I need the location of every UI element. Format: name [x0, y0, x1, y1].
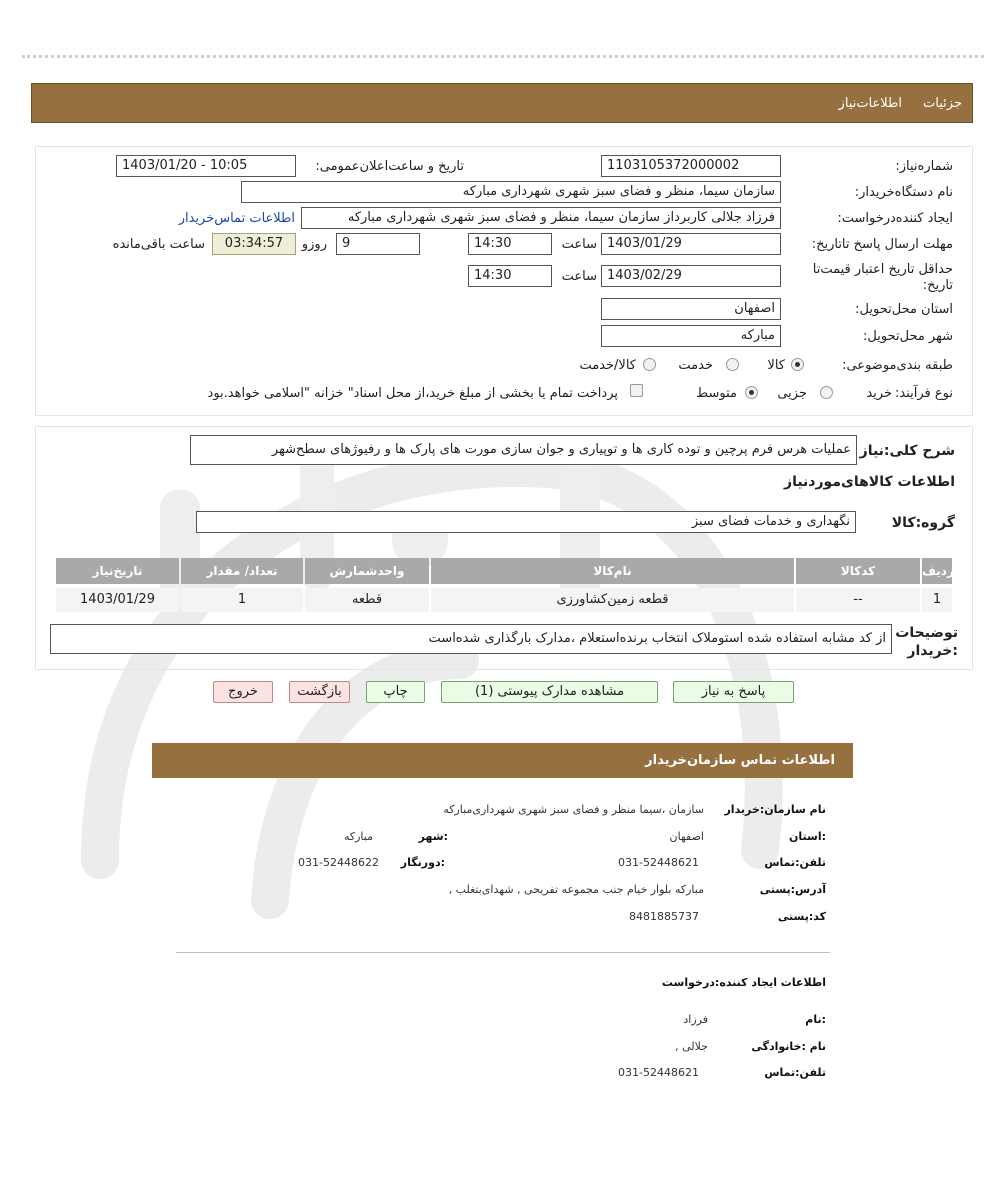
buyer-notes-field: از کد مشابه استفاده شده استو‌ملاک انتخاب برنده‌استعلام ،مدارک بارگذاری شده‌است [50, 624, 892, 654]
validity-label: حداقل تاریخ اعتبار قیمت‌تا [812, 262, 953, 277]
contact-city-value: مبارکه [343, 830, 373, 843]
description-field: عملیات هرس فرم پرچین و توده کاری ها و توپیاری و جوان سازی مورت های پارک ها و رفیوژهای سطح‌شهر [190, 435, 857, 465]
category-service-radio[interactable] [726, 358, 739, 371]
contact-phone-value: 031-52448621 [618, 856, 699, 869]
process-buy-label: خرید [866, 386, 892, 401]
process-partial-label: جزیی [777, 386, 807, 401]
contact-org-label: نام سازمان:خریدار [724, 803, 826, 816]
contact-postal-label: کد:پستی [777, 910, 826, 923]
buyer-contact-title: اطلاعات تماس سازمان‌خریدار [645, 753, 835, 768]
category-goods-service-label: کالا/خدمت [579, 358, 636, 373]
table-header-row-number: ردیف [922, 558, 952, 584]
contact-address-value: مبارکه بلوار خیام جنب مجموعه تفریحی , شهدای‌بتغلب , [448, 883, 704, 896]
process-label: نوع فرآیند: [895, 386, 953, 401]
buyer-contact-header [152, 743, 853, 778]
city-label: شهر محل‌تحویل: [863, 329, 953, 344]
days-label: روزو [301, 237, 327, 252]
table-row-quantity: 1 [181, 588, 303, 612]
buyer-org-label: نام دستگاه‌خریدار: [854, 185, 953, 200]
table-row-need-date: 1403/01/29 [56, 588, 179, 612]
contact-city-label: :شهر [418, 830, 448, 843]
validity-time-field: 14:30 [468, 265, 552, 287]
reply-button[interactable]: پاسخ به نیاز [673, 681, 794, 703]
table-row-unit: قطعه [305, 588, 429, 612]
buyer-contact-link[interactable]: اطلاعات تماس‌خریدار [178, 211, 295, 226]
contact-province-value: اصفهان [669, 830, 704, 843]
announce-date-label: تاریخ و ساعت‌اعلان‌عمومی: [315, 159, 464, 174]
category-goods-radio[interactable] [791, 358, 804, 371]
creator-label: ایجاد کننده‌درخواست: [837, 211, 953, 226]
remaining-days-field: 9 [336, 233, 420, 255]
creator-name-value: فرزاد [683, 1013, 708, 1026]
deadline-time-label: ساعت [561, 237, 597, 252]
creator-name-label: :نام [805, 1013, 826, 1026]
goods-group-field: نگهداری و خدمات فضای سبز [196, 511, 856, 533]
contact-fax-label: :دورنگار [400, 856, 445, 869]
page-header-bar [31, 83, 973, 123]
table-header-goods-name: نام‌کالا [431, 558, 794, 584]
creator-phone-label: تلفن:تماس [764, 1066, 826, 1079]
print-button[interactable]: چاپ [366, 681, 425, 703]
table-row-goods-name: قطعه زمین‌کشاورزی [431, 588, 794, 612]
view-attachments-button[interactable]: مشاهده مدارک پیوستی (1) [441, 681, 658, 703]
validity-label-date: تاریخ: [922, 278, 953, 293]
contact-org-value: سازمان ،سیما منظر و فضای سبز شهری شهرداری‌مبارکه [443, 803, 704, 816]
buyer-org-field: سازمان سیما، منظر و فضای سبز شهری شهرداری مبارکه [241, 181, 781, 203]
process-medium-radio[interactable] [745, 386, 758, 399]
contact-fax-value: 031-52448622 [298, 856, 379, 869]
deadline-time-field: 14:30 [468, 233, 552, 255]
table-header-unit: واحدشمارش [305, 558, 429, 584]
creator-info-title: اطلاعات ایجاد کننده:درخواست [661, 976, 826, 989]
process-partial-radio[interactable] [820, 386, 833, 399]
remaining-time-display: 03:34:57 [212, 233, 296, 255]
creator-phone-value: 031-52448621 [618, 1066, 699, 1079]
creator-field: فرزاد جلالی کاربرداز سازمان سیما، منظر و فضای سبز شهری شهرداری مبارکه [301, 207, 781, 229]
province-field: اصفهان [601, 298, 781, 320]
creator-family-value: جلالی , [675, 1040, 708, 1053]
contact-postal-value: 8481885737 [629, 910, 699, 923]
category-label: طبقه بندی‌موضوعی: [842, 358, 953, 373]
contact-phone-label: تلفن:تماس [764, 856, 826, 869]
validity-date-field: 1403/02/29 [601, 265, 781, 287]
city-field: مبارکه [601, 325, 781, 347]
contact-province-label: :استان [789, 830, 826, 843]
exit-button[interactable]: خروج [213, 681, 273, 703]
tab-details[interactable]: جزئیات [923, 96, 962, 111]
deadline-date-field: 1403/01/29 [601, 233, 781, 255]
remaining-time-label: ساعت باقی‌مانده [112, 237, 205, 252]
goods-table [56, 558, 952, 612]
treasury-payment-note: پرداخت تمام یا بخشی از مبلغ خرید،از محل اسناد" خزانه "اسلامی خواهد.بود [207, 386, 618, 401]
deadline-label: مهلت ارسال پاسخ تا‌تاریخ: [811, 237, 953, 252]
need-number-label: شماره‌نیاز: [895, 159, 953, 174]
table-header-need-date: تاریخ‌نیاز [56, 558, 179, 584]
category-service-label: خدمت [678, 358, 713, 373]
treasury-payment-checkbox[interactable] [630, 384, 643, 397]
back-button[interactable]: بازگشت [289, 681, 350, 703]
tab-need-info[interactable]: اطلاعات‌نیاز [838, 96, 902, 111]
province-label: استان محل‌تحویل: [855, 302, 953, 317]
table-row-number: 1 [922, 588, 952, 612]
creator-family-label: نام :خانوادگی [751, 1040, 826, 1053]
validity-time-label: ساعت [561, 269, 597, 284]
buyer-notes-label: توضیحات [895, 625, 958, 641]
top-divider [22, 55, 984, 58]
category-goods-label: کالا [767, 358, 785, 373]
process-medium-label: متوسط [696, 386, 737, 401]
contact-address-label: آدرس:پستی [759, 883, 826, 896]
table-header-quantity: تعداد/ مقدار [181, 558, 303, 584]
buyer-notes-label-2: :خریدار [907, 643, 958, 659]
table-row-goods-code: -- [796, 588, 920, 612]
goods-info-title: اطلاعات کالاهای‌موردنیاز [784, 474, 955, 490]
description-label: شرح کلی:نیاز [859, 443, 955, 459]
table-header-goods-code: کدکالا [796, 558, 920, 584]
contact-divider [176, 952, 830, 953]
goods-group-label: گروه:کالا [891, 515, 955, 531]
category-goods-service-radio[interactable] [643, 358, 656, 371]
need-number-field: 1103105372000002 [601, 155, 781, 177]
announce-date-field: 1403/01/20 - 10:05 [116, 155, 296, 177]
